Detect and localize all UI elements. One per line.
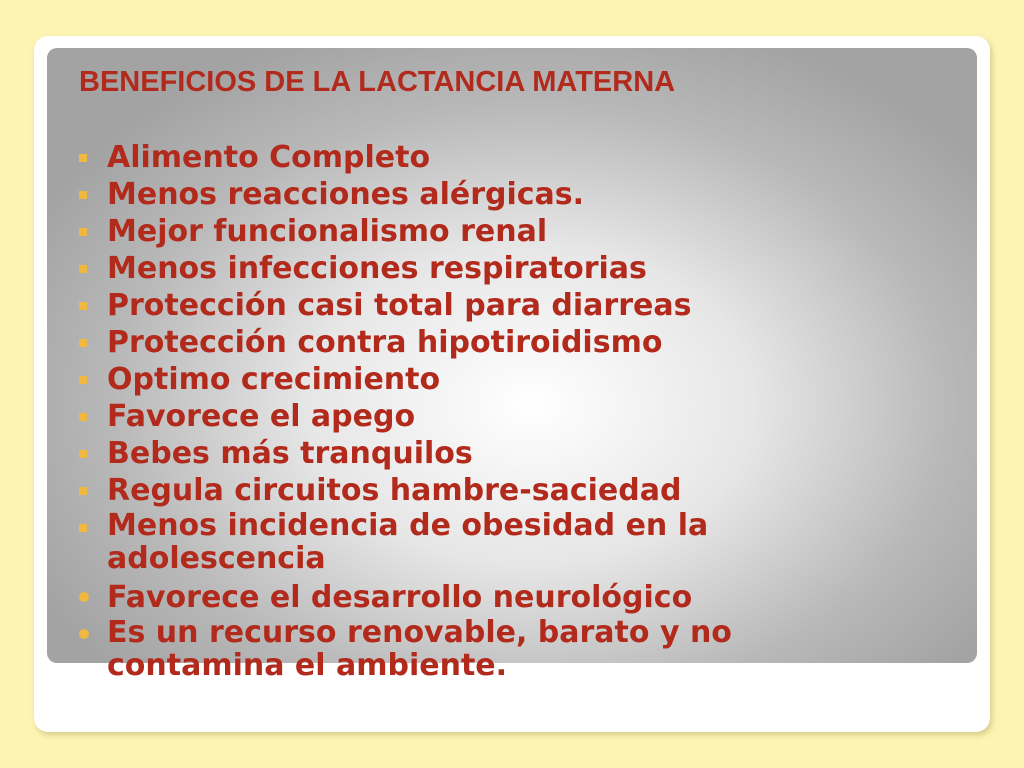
list-item — [0, 472, 1024, 509]
list-item-text: Regula circuitos hambre-saciedad — [107, 473, 682, 508]
square-bullet-icon — [79, 339, 87, 347]
square-bullet-icon — [79, 524, 87, 532]
list-item-text-line1: Menos incidencia de obesidad en la — [107, 508, 709, 543]
list-item — [0, 579, 1024, 616]
square-bullet-icon — [79, 413, 87, 421]
list-item — [0, 616, 1024, 682]
list-item-text: Protección casi total para diarreas — [107, 288, 692, 323]
list-item-text: Menos infecciones respiratorias — [107, 251, 647, 286]
list-item-text-line1: Es un recurso renovable, barato y no — [107, 615, 732, 650]
list-item-text: Menos reacciones alérgicas. — [107, 177, 585, 212]
list-item — [0, 324, 1024, 361]
list-item — [0, 509, 1024, 575]
list-item-text: Mejor funcionalismo renal — [107, 214, 548, 249]
list-item-text: Optimo crecimiento — [107, 362, 441, 397]
list-item-text-line2: contamina el ambiente. — [107, 648, 508, 683]
circle-bullet-icon — [79, 592, 89, 602]
square-bullet-icon — [79, 265, 87, 273]
list-item — [0, 287, 1024, 324]
square-bullet-icon — [79, 487, 87, 495]
list-item — [0, 361, 1024, 398]
list-item-text: Favorece el desarrollo neurológico — [107, 580, 693, 615]
square-bullet-icon — [79, 450, 87, 458]
list-item-text-line2: adolescencia — [107, 541, 326, 576]
list-item — [0, 398, 1024, 435]
list-item — [0, 213, 1024, 250]
square-bullet-icon — [79, 376, 87, 384]
list-item — [0, 139, 1024, 176]
square-bullet-icon — [79, 154, 87, 162]
square-bullet-icon — [79, 191, 87, 199]
square-bullet-icon — [79, 302, 87, 310]
list-item-text: Protección contra hipotiroidismo — [107, 325, 663, 360]
list-item — [0, 176, 1024, 213]
list-item-text: Favorece el apego — [107, 399, 416, 434]
list-item — [0, 435, 1024, 472]
square-bullet-icon — [79, 228, 87, 236]
list-item-text: Bebes más tranquilos — [107, 436, 473, 471]
slide-title: BENEFICIOS DE LA LACTANCIA MATERNA — [79, 66, 676, 98]
circle-bullet-icon — [79, 629, 89, 639]
benefits-list — [0, 139, 1024, 686]
list-item — [0, 250, 1024, 287]
list-item-text: Alimento Completo — [107, 140, 431, 175]
